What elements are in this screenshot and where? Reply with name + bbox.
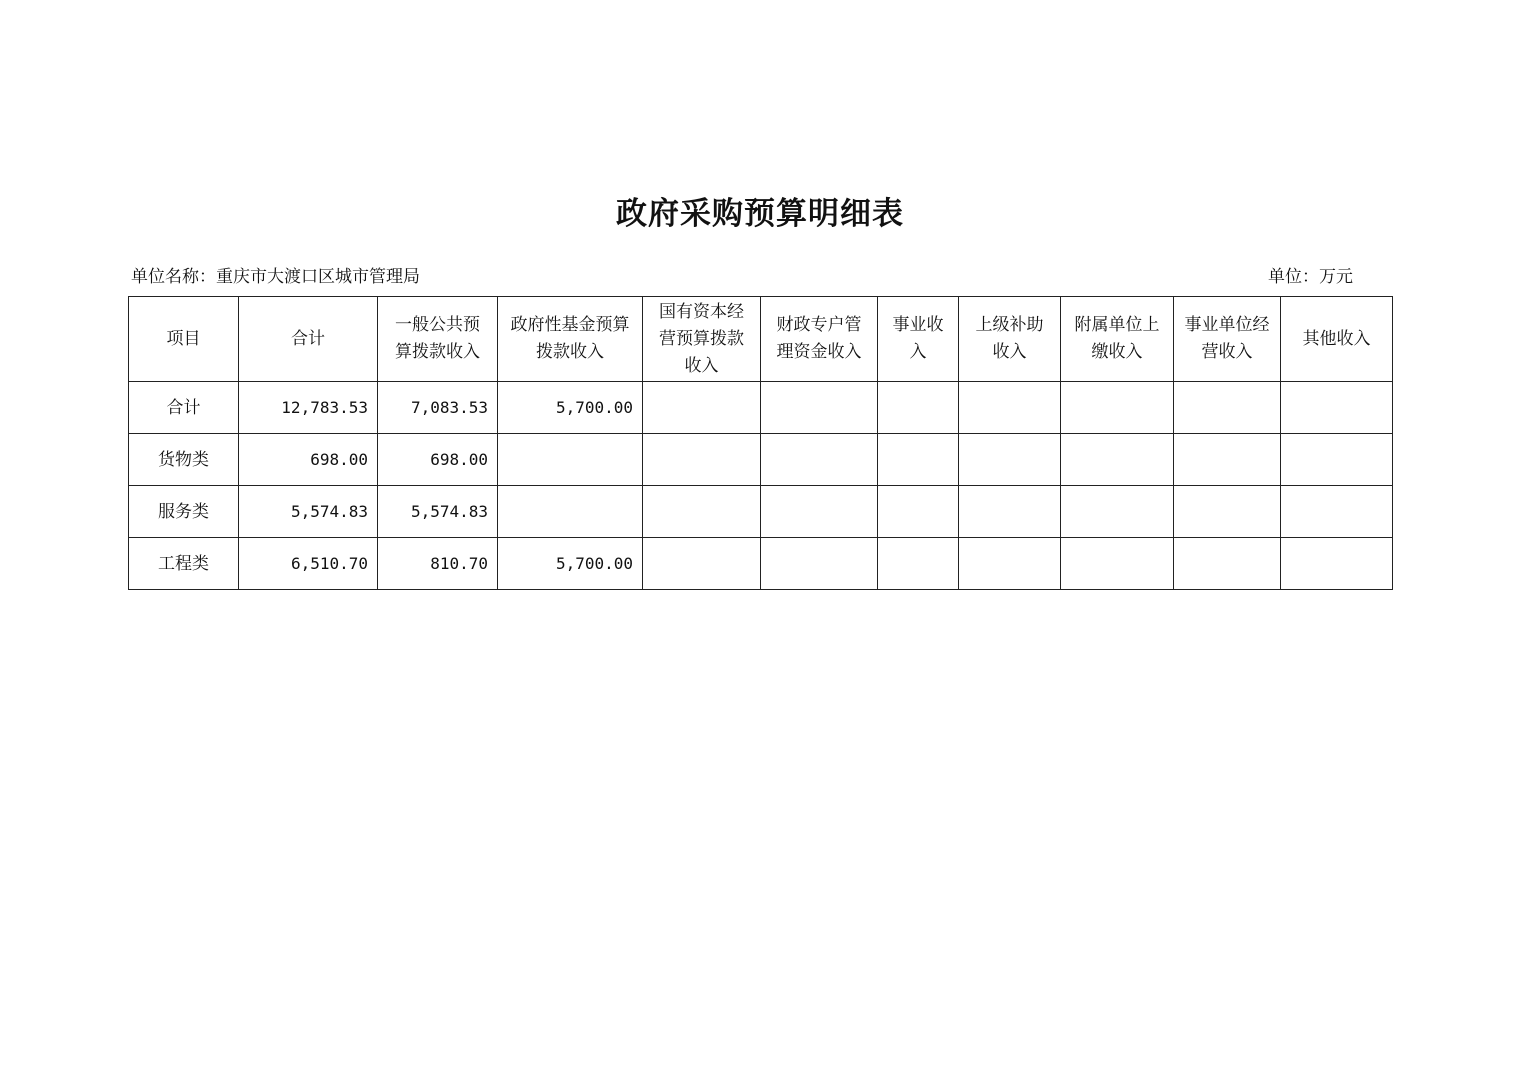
table-cell: 810.70 bbox=[378, 538, 498, 590]
table-cell: 7,083.53 bbox=[378, 382, 498, 434]
table-cell bbox=[1281, 538, 1393, 590]
table-cell: 698.00 bbox=[239, 434, 378, 486]
row-label: 工程类 bbox=[129, 538, 239, 590]
header-row bbox=[129, 297, 1393, 382]
table-row bbox=[129, 382, 1393, 434]
table-cell bbox=[878, 382, 959, 434]
column-header-general-budget: 一般公共预算拨款收入 bbox=[378, 297, 498, 382]
column-header-gov-fund: 政府性基金预算拨款收入 bbox=[498, 297, 643, 382]
table-cell: 5,574.83 bbox=[378, 486, 498, 538]
table-cell: 5,700.00 bbox=[498, 538, 643, 590]
table-row bbox=[129, 538, 1393, 590]
table-cell bbox=[959, 486, 1061, 538]
column-header-other-income: 其他收入 bbox=[1281, 297, 1393, 382]
table-cell bbox=[1061, 486, 1174, 538]
table-cell bbox=[1061, 434, 1174, 486]
table-cell bbox=[761, 538, 878, 590]
table-cell bbox=[1061, 382, 1174, 434]
table-cell bbox=[1174, 538, 1281, 590]
table-cell bbox=[959, 538, 1061, 590]
table-cell bbox=[761, 486, 878, 538]
page-title: 政府采购预算明细表 bbox=[616, 196, 904, 232]
table-cell bbox=[1174, 434, 1281, 486]
table-cell bbox=[1281, 486, 1393, 538]
table-cell: 5,574.83 bbox=[239, 486, 378, 538]
table-cell bbox=[643, 434, 761, 486]
table-cell bbox=[643, 382, 761, 434]
table-cell bbox=[1281, 382, 1393, 434]
table-cell bbox=[761, 382, 878, 434]
column-header-total: 合计 bbox=[239, 297, 378, 382]
table-cell bbox=[1174, 382, 1281, 434]
table-cell bbox=[878, 538, 959, 590]
table-cell bbox=[1061, 538, 1174, 590]
table-cell: 6,510.70 bbox=[239, 538, 378, 590]
column-header-special-account: 财政专户管理资金收入 bbox=[761, 297, 878, 382]
table-cell bbox=[959, 434, 1061, 486]
table-cell bbox=[959, 382, 1061, 434]
table-cell bbox=[761, 434, 878, 486]
column-header-superior-subsidy: 上级补助收入 bbox=[959, 297, 1061, 382]
row-label: 货物类 bbox=[129, 434, 239, 486]
row-label: 服务类 bbox=[129, 486, 239, 538]
unit-name-label: 单位名称：重庆市大渡口区城市管理局 bbox=[131, 267, 420, 287]
budget-table bbox=[128, 296, 1393, 590]
row-label: 合计 bbox=[129, 382, 239, 434]
table-cell bbox=[498, 486, 643, 538]
table-cell bbox=[1174, 486, 1281, 538]
column-header-item: 项目 bbox=[129, 297, 239, 382]
table-cell bbox=[878, 486, 959, 538]
table-cell: 698.00 bbox=[378, 434, 498, 486]
currency-unit-label: 单位：万元 bbox=[1268, 267, 1353, 287]
table-row bbox=[129, 486, 1393, 538]
table-cell bbox=[878, 434, 959, 486]
table-cell bbox=[643, 486, 761, 538]
column-header-state-capital: 国有资本经营预算拨款收入 bbox=[643, 297, 761, 382]
table-cell: 5,700.00 bbox=[498, 382, 643, 434]
column-header-affiliate-payment: 附属单位上缴收入 bbox=[1061, 297, 1174, 382]
table-cell bbox=[1281, 434, 1393, 486]
table-cell bbox=[498, 434, 643, 486]
table-cell bbox=[643, 538, 761, 590]
table-cell: 12,783.53 bbox=[239, 382, 378, 434]
table-row bbox=[129, 434, 1393, 486]
column-header-business-income: 事业收入 bbox=[878, 297, 959, 382]
column-header-operating-income: 事业单位经营收入 bbox=[1174, 297, 1281, 382]
